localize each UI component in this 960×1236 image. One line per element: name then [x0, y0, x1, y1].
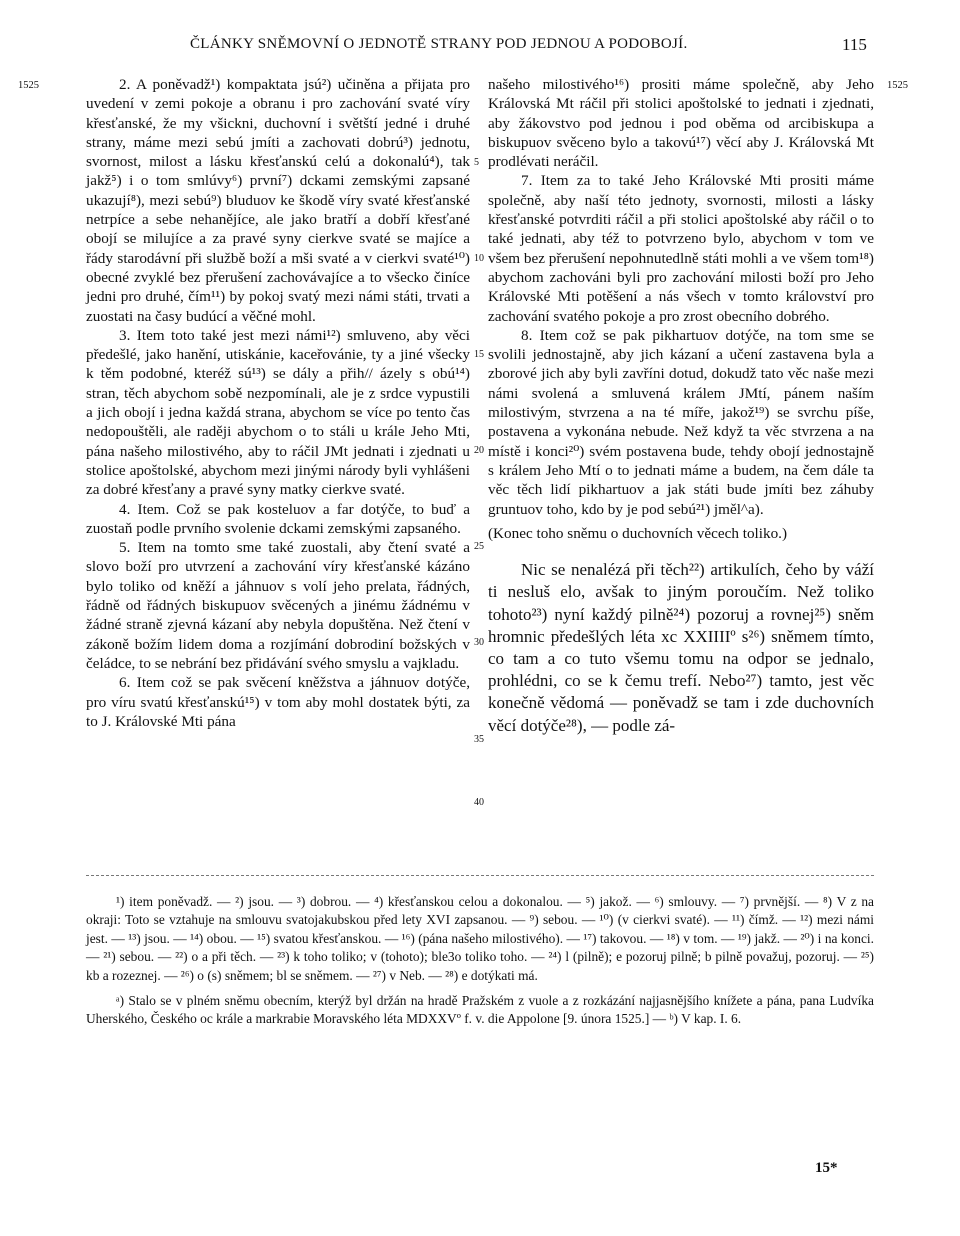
line-number: 35: [474, 734, 484, 745]
margin-year-right: 1525: [887, 80, 908, 91]
running-title: ČLÁNKY SNĚMOVNÍ O JEDNOTĚ STRANY POD JEDNOU A PODOBOJÍ.: [190, 36, 688, 52]
line-number: 20: [474, 445, 484, 456]
paragraph-7: 7. Item za to také Jeho Královské Mti prositi máme společně, aby naší této jednoty, svornosti, milosti a lásky křesťanské potvrditi ráčil a při stolici apoštolské aby ráčil o to také jednati, aby též to potvrzeno bylo, abychom v tom ve všem bez přerušení nepohnutedlně státi mohli a ve všem tom¹⁸) abychom zachováni byli pro zachování milosti boží pro Jeho Královské Mti potěšení a nás všech v tomto království pro zachování svatého pokoje a pro zrost obecního dobrého.: [488, 172, 874, 325]
paragraph-8: 8. Item což se pak pikhartuov dotýče, na tom sme se svolili jednostajně, aby jich kázaní a učení zastavena byla a zborové jich aby byli zavříni dotud, dokudž tato věc naše mezi námi svolená a smluvená králem JMtí, pánem naším milostivým, stvrzena a na té míře, jakož¹⁹) se svrchu píše, postavena a vykonána nebude. Než když ta věc stvrzena a na místě i konci²⁰) svém postavena bude, tehdy obojí jednostajně s králem Jeho Mtí o to jednati máme a budem, na čem dále ta věc těch lidí pikhartuov a jak státi bude jmíti bez záhuby gruntuov toho, kdo by je pod sebú²¹) jměl^a).: [488, 326, 874, 518]
paragraph-6: 6. Item což se pak svěcení kněžstva a jáhnuov dotýče, pro víru svatú křesťanskú¹⁵) v tom aby mohl dostatek býti, za to J. Královské Mti pána: [86, 674, 470, 730]
margin-year-left: 1525: [18, 80, 39, 91]
page-number: 115: [842, 35, 867, 54]
footnote-divider: [86, 875, 874, 876]
line-number: 5: [474, 157, 479, 168]
variant-footnotes: ¹) item poněvadž. — ²) jsou. — ³) dobrou. — ⁴) křesťanskou celou a dokonalou. — ⁵) jakož. — ⁶) smlouvy. — ⁷) prvnější. — ⁸) V z na okraji: Toto se vztahuje na smlouvu svatojakubskou před lety XVI zapsanou. — ⁹) sebou. — ¹⁰) (v cierkvi svaté). — ¹¹) čímž. — ¹²) mezi námi jest. — ¹³) jsou. — ¹⁴) obou. — ¹⁵) svatou křesťanskou. — ¹⁶) (pána našeho milostivého). — ¹⁷) takovou. — ¹⁸) v tom. — ¹⁹) jakž. — ²⁰) i na konci. — ²¹) sebou. — ²²) o a při těch. — ²³) k toho toliko; v (tohoto); ble3o toliko toho. — ²⁴) l (pilně); e pozoruj pilně; b pilně považuj, pozoruj. — ²⁵) kb a rozeznej. — ²⁶) o (s) sněmem; bl se sněmem. — ²⁷) v Neb. — ²⁸) e dotýkati má.: [86, 894, 874, 983]
conclusion-note: (Konec toho sněmu o duchovních věcech toliko.): [488, 524, 788, 542]
commentary-paragraph: Nic se nenalézá při těch²²) artikulích, čeho by váží ti nesluš elo, avšak to jiným poroučím. Než toliko tohoto²³) nyní každý pilně²⁴) pozoruj a rovnej²⁵) sněm hromnic předešlých léta xc XXIIIIº s²⁶) sněmem tímto, co tam a co tuto všemu tomu na odpor se jednalo, prohlédni, co se k čemu trefí. Nebo²⁷) tamto, jest věc konečně vědomá — poněvadž se tam i zde duchovních věcí dotýče²⁸), — podle zá-: [488, 560, 874, 735]
paragraph-6-continued: našeho milostivého¹⁶) prositi máme společně, aby Jeho Královská Mt ráčil při stolici apoštolské to jednati i zjednati, aby žákovstvo pod jednou i pod oběma od arcibiskupa a biskupuov svěceno bylo a takovú¹⁷) věcí aby J. Královská Mt prodlévati neráčil.: [488, 76, 874, 171]
paragraph-2: 2. A poněvadž¹) kompaktata jsú²) učiněna a přijata pro uvedení v zemi pokoje a obranu i pro zachování svaté víry křesťanské, že my všickni, duchovní i světští jedné i druhé strany, máme mezi sebú jmíti a zachovati dobrú³) jednotu, svornost, milost a lásku křesťanskú celú a dokonalú⁴), tak jakž⁵) i o tom smlúvy⁶) první⁷) dckami zemskými zapsané ukazují⁸), mezi sebú⁹) bluduov ke škodě víry svaté křesťanské netrpíce a sebe nehanějíce, ale jako bratří a dobří křesťané obojí se milujíce a za pravé syny cierkve svaté se majíce a řády starodávní při službě boží a mši svaté a v cierkvi svaté¹⁰) obecné zvyklé bez přerušení zachovávajíce a to všecko činíce jedni pro druhé, čím¹¹) by pokoj svatý mezi námi státi, trvati a zuostati na časy budúcí a věčné mohl.: [86, 76, 470, 325]
line-number: 40: [474, 797, 484, 808]
line-number: 30: [474, 637, 484, 648]
footnotes: [86, 893, 874, 1029]
signature-mark: 15*: [815, 1160, 838, 1176]
line-number: 15: [474, 349, 484, 360]
paragraph-5: 5. Item na tomto sme také zuostali, aby čtení svaté a slovo boží pro utvrzení a zachování víry křesťanské kázáno bylo toliko od kněží a jáhnuov s volí jeho prelata, řádných, řádně od řádných biskupuov svěcených a jinému žádnému v žádné straně zjevná kázaní aby nebyla dopuštěna. Než čtení v zákoně božím lidem doma a rozjímání dobrodiní božských v čeládce, to se nebrání bez přidávání svého smyslu a vajkladu.: [86, 539, 470, 672]
paragraph-4: 4. Item. Což se pak kosteluov a far dotýče, to buď a zuostaň podle prvního svolenie dckami zemskými zapsaného.: [86, 500, 470, 537]
line-number: 10: [474, 253, 484, 264]
page-header: [0, 36, 960, 60]
line-number: 25: [474, 541, 484, 552]
editorial-footnotes: ᵃ) Stalo se v plném sněmu obecním, kterýž byl držán na hradě Pražském z vuole a z rozkázání najjasnějšího knížete a pána, pana Ludvíka Uherského, Českého oc krále a markrabie Moravského léta MDXXVº f. v. die Appolone [9. února 1525.] — ᵇ) V kap. I. 6.: [86, 993, 874, 1027]
left-column: [86, 75, 470, 731]
paragraph-3: 3. Item toto také jest mezi námi¹²) smluveno, aby věci předešlé, jako hanění, utiskánie, kaceřovánie, ty a jiné všecky k těm podobné, kteréž sú¹³) se dály a přih// ázely s obú¹⁴) stran, těch abychom sobě nezpomínali, ale je z srdce vypustili a jich obojí i jedna každá strana, abychom se více po tento čas nedopouštěli, ale raději abychom o to stáli u krále Jeho Mti, pána našeho milostivého, aby to ráčil JMt jednati i zjednati u stolice apoštolské, abychom mezi jinými národy byli vyhlášeni za dobré křesťany a pravé syny matky cierkve svaté.: [86, 326, 470, 499]
right-column: [488, 75, 874, 737]
